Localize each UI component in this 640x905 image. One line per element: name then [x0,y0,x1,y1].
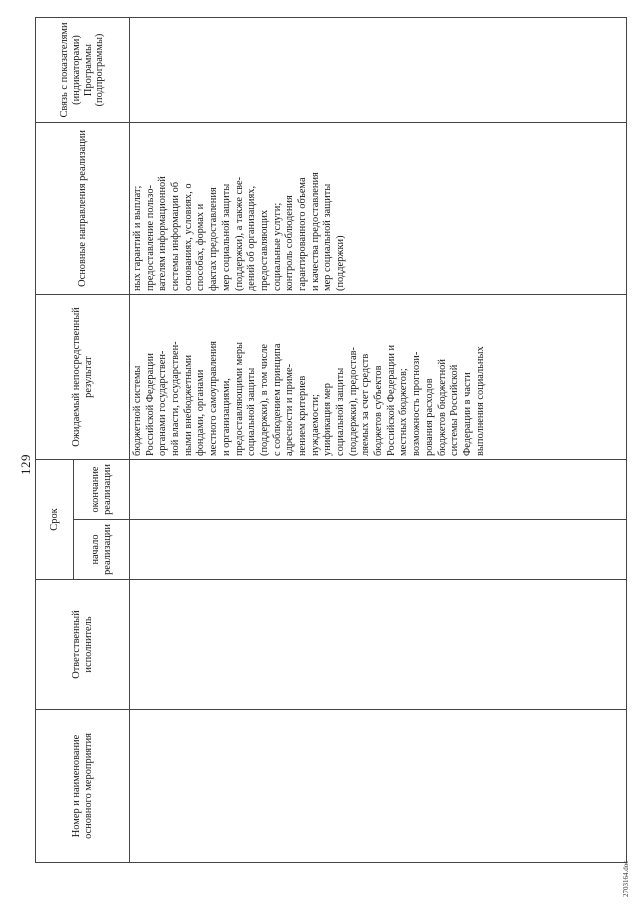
cell-term-end [130,460,627,520]
cell-indicators-link [130,18,627,123]
cell-term-start [130,520,627,580]
cell-directions: ных гарантий и выплат; предоставление пользо- вателям информационной системы информации об основаниях, условиях, о способах, формах и фактах предоставления мер социальной защиты (поддержки), а также све- дений об организациях, предоставляющих социальные услуги; контроль соблюдения гарантированного объема и качества предоставления мер социальной защиты (поддержки) [130,123,627,295]
page-number: 129 [18,454,33,475]
header-term-start: начало реализации [74,520,130,580]
table-row [130,18,627,863]
header-indicators-link: Связь с показателями (индикаторами) Программы (подпрограммы) [36,18,130,123]
header-directions: Основные направления реализации [36,123,130,295]
header-row-top [36,18,74,863]
cell-measure [130,710,627,863]
header-term-end: окончание реализации [74,460,130,520]
header-responsible: Ответственный исполнитель [36,580,130,710]
measures-table [35,17,627,863]
document-code: 2703164.doc [622,860,630,897]
cell-responsible [130,580,627,710]
header-measure: Номер и наименование основного мероприятия [36,710,130,863]
header-expected-result: Ожидаемый непосредственный результат [36,295,130,460]
cell-expected-result: бюджетной системы Российской Федерации органами государствен- ной власти, государствен- ными внебюджетными фондами, органами местного самоуправления и организациями, предоставляющими меры социальной защиты (поддержки), в том числе с соблюдением принципа адресности и приме- нением критериев нуждаемости; унификация мер социальной защиты (поддержки), предостав- ляемых за счет средств бюджетов субъектов Российской Федерации и местных бюджетов; возможность прогнози- рования расходов бюджетов бюджетной системы Российской Федерации в части выполнения социальных [130,295,627,460]
header-term: Срок [36,460,74,580]
